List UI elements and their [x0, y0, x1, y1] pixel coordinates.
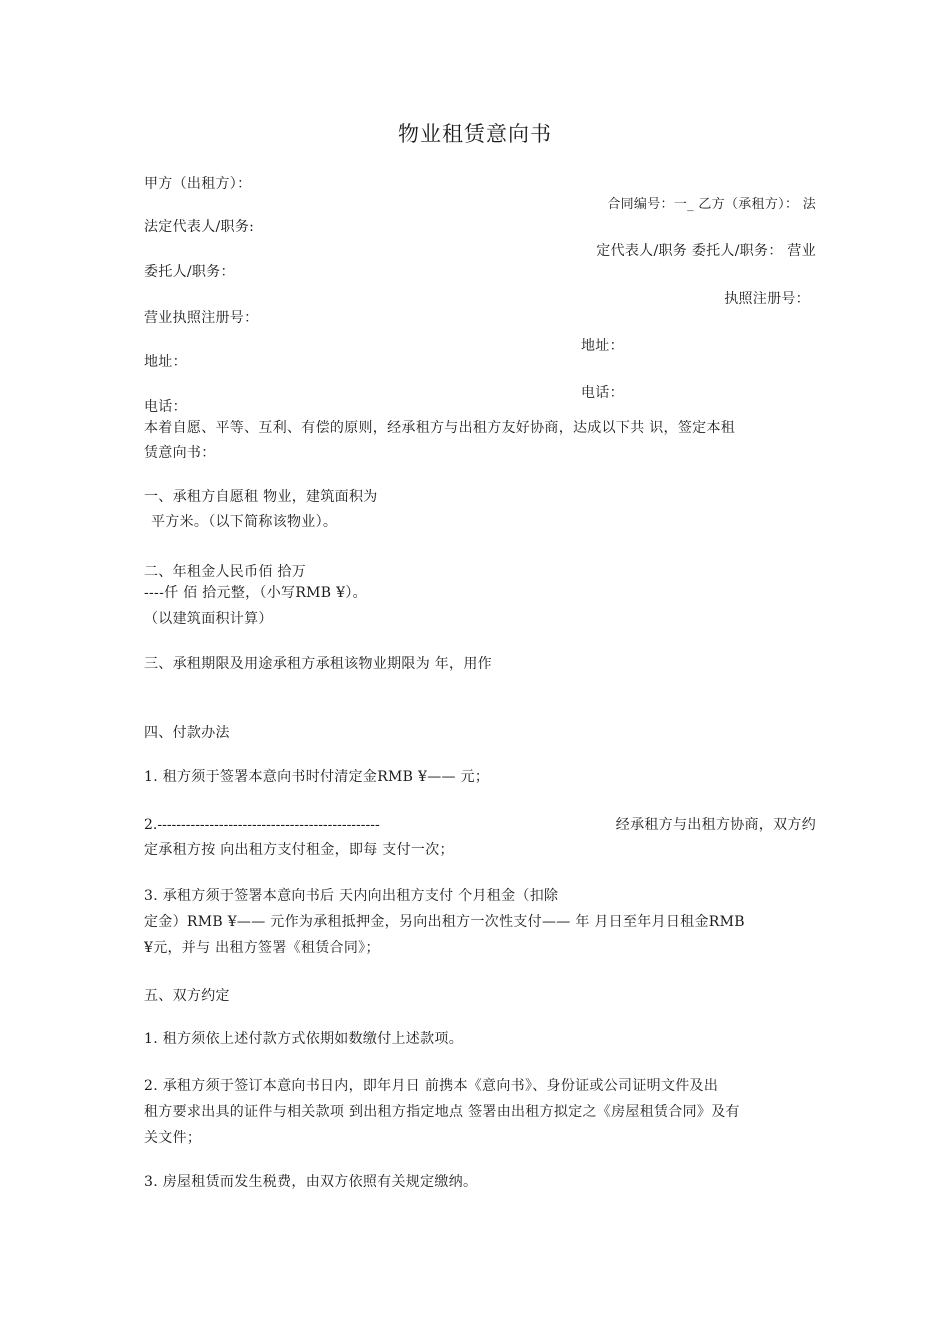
- section-4-item-2-dashes: 2.-----------------------------------------------: [144, 817, 380, 833]
- section-4-item-2-line-2: 定承租方按 向出租方支付租金，即每 支付一次；: [144, 842, 454, 858]
- phone-label: 电话：: [144, 399, 187, 415]
- section-2-line-1: 二、年租金人民币佰 拾万: [144, 564, 307, 580]
- license-label: 营业执照注册号：: [144, 310, 259, 326]
- page-title: 物业租赁意向书: [398, 122, 552, 146]
- legal-rep-label: 法定代表人/职务:: [144, 219, 255, 235]
- party-b-address-label: 地址：: [581, 338, 624, 354]
- party-b-license-line: 执照注册号：: [724, 291, 810, 307]
- section-5-item-3: 3. 房屋租赁而发生税费，由双方依照有关规定缴纳。: [144, 1174, 478, 1190]
- section-5-item-2-line-1: 2. 承租方须于签订本意向书日内，即年月日 前携本《意向书》、身份证或公司证明文件及出: [144, 1078, 719, 1094]
- section-5-heading: 五、双方约定: [144, 988, 230, 1004]
- section-4-item-2-tail: 经承租方与出租方协商，双方约: [615, 817, 816, 833]
- party-a-label: 甲方（出租方）：: [144, 176, 252, 192]
- section-4-item-3-line-3: ¥元，并与 出租方签署《租赁合同》；: [144, 940, 380, 956]
- section-5-item-2-line-3: 关文件；: [144, 1130, 202, 1146]
- address-label: 地址：: [144, 354, 187, 370]
- section-4-item-1: 1. 租方须于签署本意向书时付清定金RMB ¥—— 元；: [144, 769, 490, 785]
- contract-number-line: 合同编号：一_ 乙方（承租方）： 法: [607, 197, 816, 212]
- section-4-heading: 四、付款办法: [144, 725, 230, 741]
- section-2-line-3: （以建筑面积计算）: [144, 611, 273, 627]
- party-b-phone-label: 电话：: [581, 385, 624, 401]
- intro-line-2: 赁意向书：: [144, 445, 216, 461]
- party-b-rep-line: 定代表人/职务 委托人/职务： 营业: [596, 243, 816, 259]
- section-4-item-3-line-2: 定金）RMB ¥—— 元作为承租抵押金，另向出租方一次性支付—— 年 月日至年月日租金RMB: [144, 914, 745, 930]
- agent-label: 委托人/职务：: [144, 264, 235, 280]
- section-1-line-1: 一、承租方自愿租 物业，建筑面积为: [144, 489, 378, 505]
- section-4-item-3-line-1: 3. 承租方须于签署本意向书后 天内向出租方支付 个月租金（扣除: [144, 888, 559, 904]
- section-3-line-1: 三、承租期限及用途承租方承租该物业期限为 年，用作: [144, 656, 492, 672]
- section-5-item-1: 1. 租方须依上述付款方式依期如数缴付上述款项。: [144, 1031, 464, 1047]
- section-2-line-2: ----仟 佰 拾元整，（小写RMB ¥）。: [144, 585, 367, 601]
- section-5-item-2-line-2: 租方要求出具的证件与相关款项 到出租方指定地点 签署由出租方拟定之《房屋租赁合同》及有: [144, 1104, 740, 1120]
- section-1-line-2: 平方米。（以下简称该物业）。: [151, 514, 338, 530]
- intro-line-1: 本着自愿、平等、互利、有偿的原则，经承租方与出租方友好协商，达成以下共 识，签定本租: [144, 420, 736, 436]
